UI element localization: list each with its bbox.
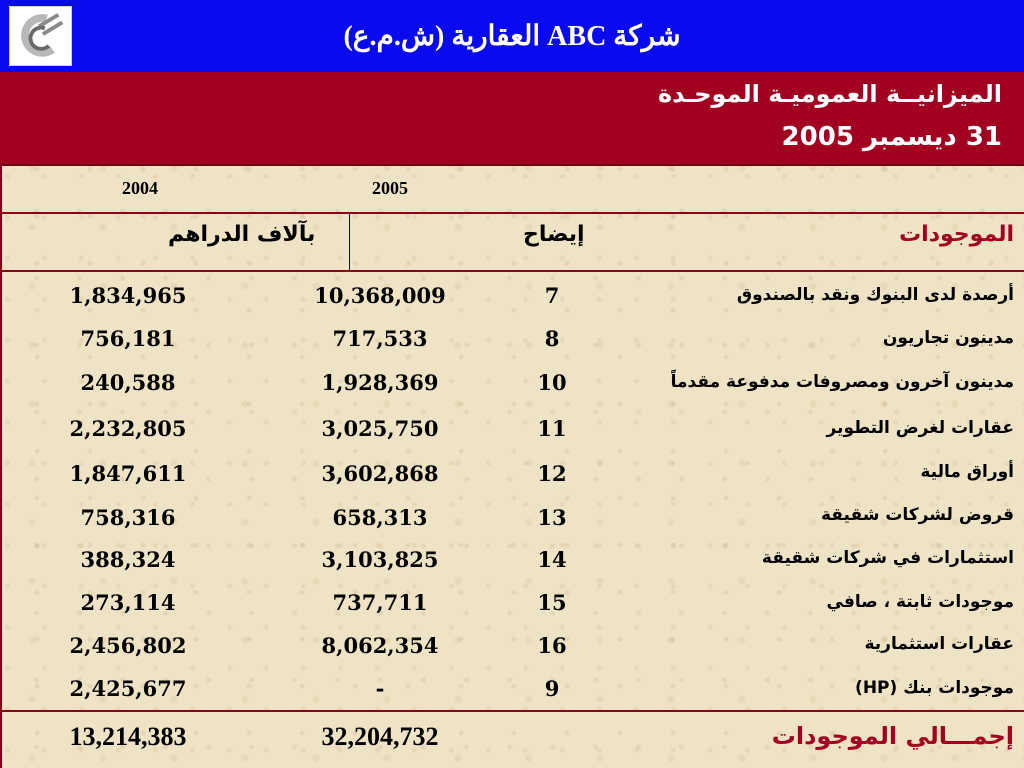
row-value-2005: 3,103,825 [321, 547, 439, 572]
row-value-2004: 2,425,677 [69, 676, 187, 701]
row-value-2005: 3,025,750 [321, 416, 439, 441]
row-value-2004: 2,456,802 [69, 633, 187, 658]
statement-title: الميزانيــة العموميـة الموحـدة [657, 80, 1002, 108]
row-note: 15 [537, 590, 567, 615]
row-note: 7 [544, 283, 560, 308]
row-label: مدينون آخرون ومصروفات مدفوعة مقدماً [670, 372, 1014, 392]
row-value-2005: 10,368,009 [314, 283, 446, 308]
table-left-border [0, 166, 2, 768]
row-label: استثمارات في شركات شقيقة [761, 548, 1014, 568]
row-note: 12 [537, 461, 567, 486]
row-value-2004: 240,588 [80, 370, 176, 395]
row-label: قروض لشركات شقيقة [820, 505, 1014, 525]
row-label: عقارات استثمارية [864, 634, 1014, 654]
total-label: إجمـــالي الموجودات [771, 722, 1014, 750]
subtitle-bar [0, 72, 1024, 166]
header-note: إيضاح [523, 222, 585, 247]
title-bar [0, 0, 1024, 72]
row-value-2004: 1,834,965 [69, 283, 187, 308]
divider [0, 270, 1024, 272]
row-label: أرصدة لدى البنوك ونقد بالصندوق [736, 285, 1014, 305]
divider [0, 710, 1024, 712]
row-label: موجودات بنك (HP) [855, 678, 1014, 698]
row-value-2005: 717,533 [332, 326, 428, 351]
row-value-2005: 737,711 [332, 590, 428, 615]
total-value-2004: 13,214,383 [69, 722, 187, 751]
row-value-2005: 1,928,369 [321, 370, 439, 395]
row-note: 13 [537, 505, 567, 530]
row-value-2004: 758,316 [80, 505, 176, 530]
row-value-2005: 3,602,868 [321, 461, 439, 486]
row-label: موجودات ثابتة ، صافي [826, 592, 1014, 612]
company-logo-icon [9, 6, 72, 66]
header-assets: الموجودات [899, 222, 1014, 247]
statement-date: 31 ديسمبر 2005 [781, 122, 1002, 152]
row-note: 16 [537, 633, 567, 658]
row-label: مدينون تجاريون [882, 328, 1014, 348]
row-note: 9 [544, 676, 560, 701]
year-2004: 2004 [122, 178, 158, 198]
row-note: 14 [537, 547, 567, 572]
row-label: أوراق مالية [920, 462, 1014, 482]
row-value-2004: 388,324 [80, 547, 176, 572]
divider [0, 212, 1024, 214]
row-value-2004: 2,232,805 [69, 416, 187, 441]
row-note: 8 [544, 326, 560, 351]
total-value-2005: 32,204,732 [321, 722, 439, 751]
column-divider [349, 214, 350, 270]
row-note: 11 [537, 416, 567, 441]
row-value-2004: 1,847,611 [69, 461, 187, 486]
row-value-2005: - [375, 676, 385, 701]
row-value-2005: 8,062,354 [321, 633, 439, 658]
row-value-2004: 273,114 [80, 590, 176, 615]
row-value-2005: 658,313 [332, 505, 428, 530]
row-value-2004: 756,181 [80, 326, 176, 351]
header-thousands: بآلاف الدراهم [168, 222, 316, 247]
row-label: عقارات لغرض التطوير [826, 418, 1014, 438]
page-title: شركة ABC العقارية (ش.م.ع) [343, 21, 681, 52]
year-2005: 2005 [372, 178, 408, 198]
row-note: 10 [537, 370, 567, 395]
